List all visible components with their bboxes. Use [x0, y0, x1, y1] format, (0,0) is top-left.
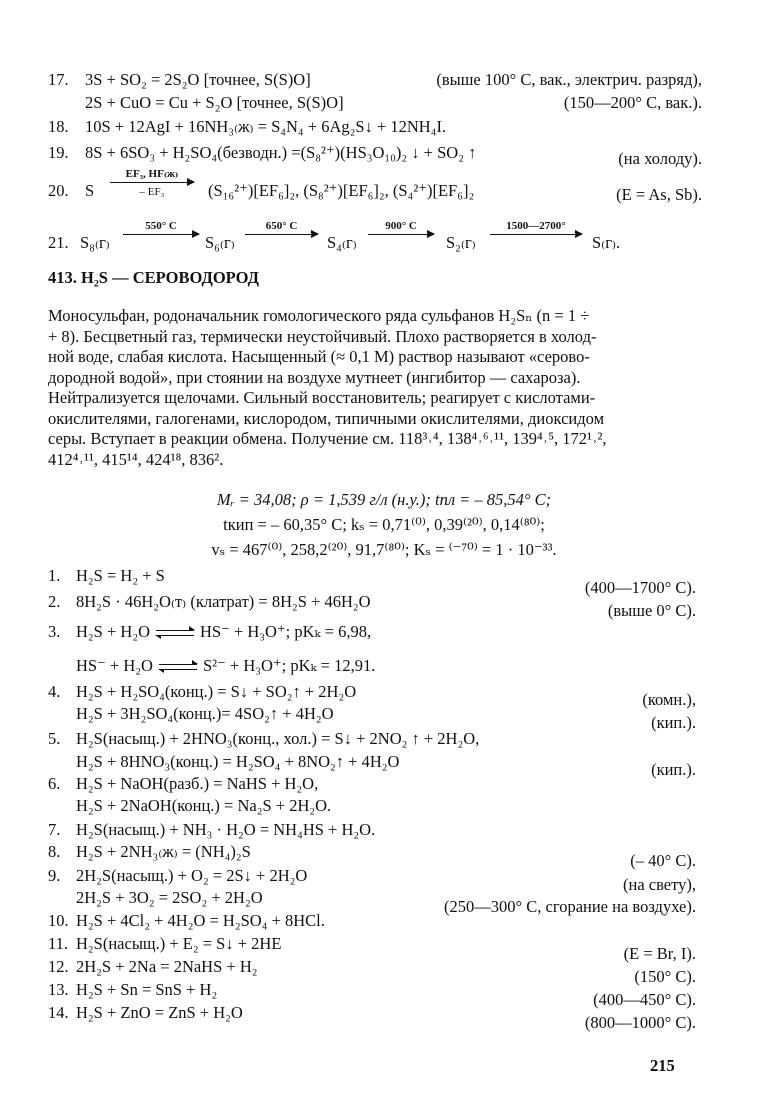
page-number: 215: [650, 1056, 675, 1075]
reaction-equation: H₂S(насыщ.) + NH₃ · H₂O = NH₄HS + H₂O.: [76, 820, 376, 839]
section-title: 413. H₂S — СЕРОВОДОРОД: [48, 268, 259, 287]
equilibrium-right: S²⁻ + H₃O⁺; pKₖ = 12,91.: [202, 656, 376, 675]
sulfur-species: S₆₍г₎: [205, 233, 235, 252]
reaction-number: 20.: [48, 181, 69, 200]
arrow-bottom-label: – EF₃: [139, 186, 165, 198]
reaction-equation: 2H₂S + 2Na = 2NaHS + H₂: [76, 957, 258, 976]
reaction-equation: H₂S + 3H₂SO₄(конц.)= 4SO₂↑ + 4H₂O: [76, 704, 334, 723]
reaction-arrow: [245, 220, 318, 235]
reaction-equation: H₂S + ZnO = ZnS + H₂O: [76, 1003, 243, 1022]
reaction-number: 1.: [48, 566, 61, 585]
reaction-condition: (800—1000° С).: [584, 1013, 696, 1032]
reaction-number: 7.: [48, 820, 61, 839]
reaction-number: 18.: [48, 117, 69, 136]
paragraph-line: окислителями, галогенами, кислородом, типичными окислителями, диоксидом: [48, 408, 605, 428]
reaction-equation: 8S + 6SO₃ + H₂SO₄(безводн.) =(S₈²⁺)(HS₃O₁₀)₂ ↓ + SO₂ ↑: [85, 143, 477, 162]
reaction-equation: 2S + CuO = Cu + S₂O [точнее, S(S)O]: [85, 93, 344, 112]
reaction-equation: H₂S + 2NH₃₍ж₎ = (NH₄)₂S: [76, 842, 251, 861]
reaction-reactant: S: [85, 181, 95, 200]
reaction-equation: [76, 656, 375, 676]
sulfur-species: S₈₍г₎: [80, 233, 110, 252]
reaction-condition: (E = As, Sb).: [616, 185, 702, 204]
constants-line: tкип = – 60,35° С; kₛ = 0,71⁽⁰⁾, 0,39⁽²⁰⁾, 0,14⁽⁸⁰⁾;: [223, 515, 545, 534]
arrow-line: [110, 182, 194, 183]
reaction-condition: (выше 100° С, вак., электрич. разряд),: [436, 70, 702, 89]
arrow-line: [245, 234, 318, 235]
arrow-top-label: 650° С: [265, 220, 298, 232]
equilibrium-arrow: [159, 662, 197, 672]
reaction-number: 4.: [48, 682, 61, 701]
reaction-number: 9.: [48, 866, 61, 885]
reaction-number: 21.: [48, 233, 69, 252]
reaction-condition: (400—450° С).: [593, 990, 696, 1009]
reaction-equation: H₂S(насыщ.) + 2HNO₃(конц., хол.) = S↓ + 2NO₂ ↑ + 2H₂O,: [76, 729, 480, 748]
arrow-top-label: 900° С: [385, 220, 417, 232]
reaction-number: 5.: [48, 729, 61, 748]
reaction-number: 2.: [48, 592, 61, 611]
reaction-number: 19.: [48, 143, 69, 162]
description-paragraph: [48, 306, 700, 470]
arrow-top-label: 1500—2700°: [506, 220, 566, 232]
reaction-arrow: [490, 220, 582, 235]
reaction-equation: H₂S + Sn = SnS + H₂: [76, 980, 218, 999]
reaction-arrow: [368, 220, 434, 235]
reaction-condition: (кип.).: [651, 713, 696, 732]
sulfur-species: S₍г₎.: [592, 233, 621, 252]
paragraph-line: ной воде, слабая кислота. Насыщенный (≈ 0,1 М) раствор называют «серово-: [48, 347, 590, 366]
paragraph-line: серы. Вступает в реакции обмена. Получение см. 118³˒⁴, 138⁴˒⁶˒¹¹, 139⁴˒⁵, 172¹˒²,: [48, 429, 607, 448]
reaction-number: 11.: [48, 934, 69, 953]
paragraph-line: + 8). Бесцветный газ, термически неустойчивый. Плохо растворяется в холод-: [48, 326, 597, 346]
reaction-condition: (выше 0° С).: [607, 601, 696, 620]
reaction-equation: 2H₂S + 3O₂ = 2SO₂ + 2H₂O: [76, 888, 263, 907]
reaction-condition: (250—300° С, сгорание на воздухе).: [444, 897, 696, 916]
reaction-arrow: [110, 168, 194, 198]
reaction-number: 3.: [48, 622, 61, 641]
equilibrium-right: HS⁻ + H₃O⁺; pKₖ = 6,98,: [199, 622, 372, 641]
reaction-equation: H₂S + H₂SO₄(конц.) = S↓ + SO₂↑ + 2H₂O: [76, 682, 357, 701]
arrow-top-label: 550° С: [145, 220, 177, 232]
reaction-equation: H₂S(насыщ.) + E₂ = S↓ + 2HE: [76, 934, 282, 953]
equilibrium-arrow: [156, 628, 194, 638]
constants-line: Mᵣ = 34,08; ρ = 1,539 г/л (н.у.); tпл = – 85,54° С;: [216, 490, 552, 509]
paragraph-line: Моносульфан, родоначальник гомологического ряда сульфанов H₂Sₙ (n = 1 ÷: [48, 306, 590, 325]
reaction-equation: H₂S + 2NaOH(конц.) = Na₂S + 2H₂O.: [76, 796, 332, 815]
paragraph-line: дородной водой», при стоянии на воздухе мутнеет (ингибитор — сахароза).: [48, 367, 581, 387]
reaction-number: 8.: [48, 842, 61, 861]
reaction-equation: 10S + 12AgI + 16NH₃₍ж₎ = S₄N₄ + 6Ag₂S↓ + 12NH₄I.: [85, 117, 447, 136]
reaction-equation: H₂S + 4Cl₂ + 4H₂O = H₂SO₄ + 8HCl.: [76, 911, 325, 930]
reaction-equation: 2H₂S(насыщ.) + O₂ = 2S↓ + 2H₂O: [76, 866, 308, 885]
reaction-number: 13.: [48, 980, 69, 999]
reaction-number: 17.: [48, 70, 69, 89]
reaction-condition: (400—1700° С).: [584, 578, 696, 597]
reaction-arrow: [123, 220, 199, 235]
reaction-condition: (на холоду).: [618, 149, 702, 168]
reaction-products: (S₁₆²⁺)[EF₆]₂, (S₈²⁺)[EF₆]₂, (S₄²⁺)[EF₆]₂: [208, 181, 475, 200]
paragraph-line: Нейтрализуется щелочами. Сильный восстановитель; реагирует с кислотами-: [48, 388, 596, 407]
arrow-line: [123, 234, 199, 235]
reaction-condition: (на свету),: [623, 875, 696, 894]
reaction-condition: (150° С).: [634, 967, 696, 986]
reaction-number: 12.: [48, 957, 69, 976]
sulfur-species: S₄₍г₎: [327, 233, 357, 252]
reaction-condition: (E = Br, I).: [623, 944, 696, 963]
reaction-number: 14.: [48, 1003, 69, 1022]
reaction-number: 10.: [48, 911, 69, 930]
arrow-top-label: EF₃, HF₍ж₎: [125, 168, 179, 180]
reaction-condition: (150—200° С, вак.).: [563, 93, 702, 112]
reaction-equation: 3S + SO₂ = 2S₂O [точнее, S(S)O]: [85, 70, 311, 89]
reaction-condition: (кип.).: [651, 760, 696, 779]
reaction-condition: (комн.),: [642, 690, 696, 709]
equilibrium-left: H₂S + H₂O: [76, 622, 150, 641]
reaction-condition: (– 40° С).: [630, 851, 696, 870]
constants-line: vₛ = 467⁽⁰⁾, 258,2⁽²⁰⁾, 91,7⁽⁸⁰⁾; Kₛ = ⁽⁻⁷⁰⁾ = 1 · 10⁻³³.: [211, 540, 557, 559]
equilibrium-left: HS⁻ + H₂O: [76, 656, 153, 675]
reaction-equation: [76, 622, 371, 642]
arrow-line: [368, 234, 434, 235]
arrow-line: [490, 234, 582, 235]
reaction-equation: H₂S + NaOH(разб.) = NaHS + H₂O,: [76, 774, 319, 793]
reaction-number: 6.: [48, 774, 61, 793]
reaction-equation: H₂S = H₂ + S: [76, 566, 165, 585]
reaction-equation: 8H₂S · 46H₂O₍т₎ (клатрат) = 8H₂S + 46H₂O: [76, 592, 371, 611]
reaction-equation: H₂S + 8HNO₃(конц.) = H₂SO₄ + 8NO₂↑ + 4H₂O: [76, 752, 400, 771]
paragraph-line: 412⁴˒¹¹, 415¹⁴, 424¹⁸, 836².: [48, 449, 224, 469]
sulfur-species: S₂₍г₎: [446, 233, 476, 252]
